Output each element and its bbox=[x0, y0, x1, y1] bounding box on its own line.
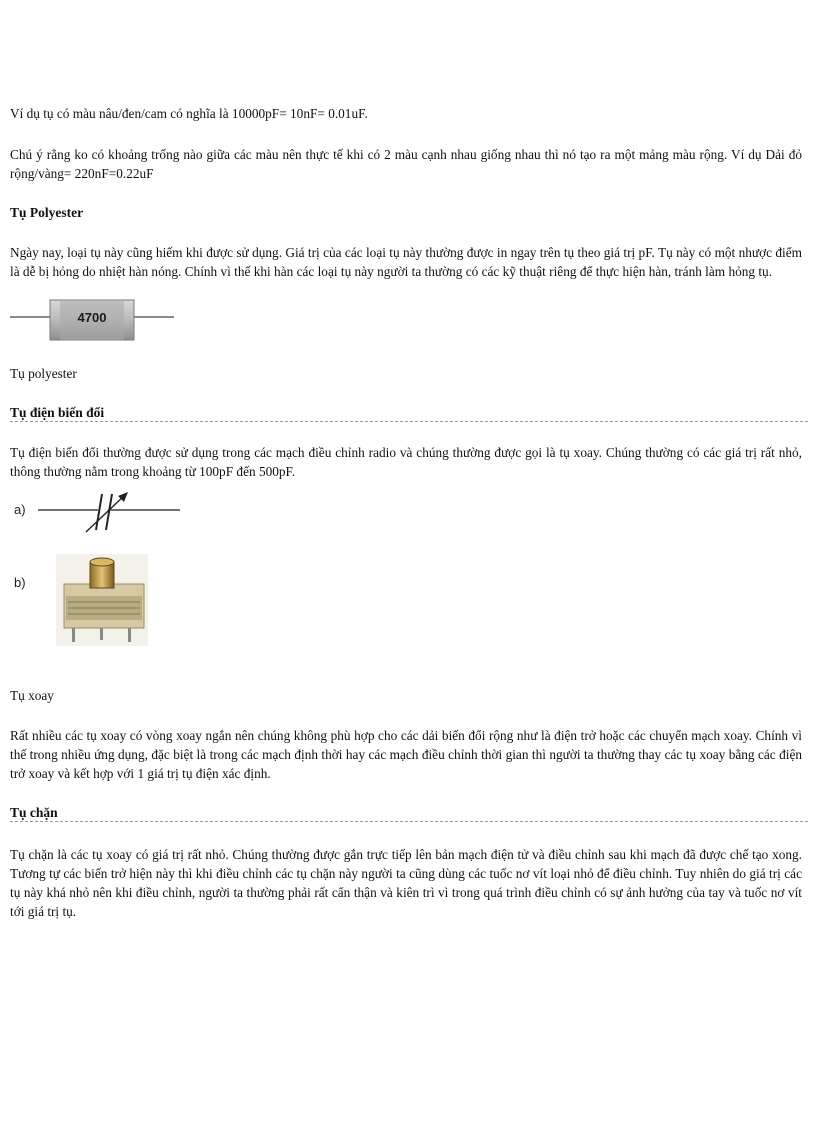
figure-label-b: b) bbox=[14, 575, 26, 590]
caption-variable: Tụ xoay bbox=[10, 688, 54, 703]
paragraph-variable-desc: Tụ điện biến đổi thường được sử dụng trong các mạch điều chỉnh radio và chúng thường được gọi là tụ xoay. Chúng thường có các giá trị rất nhỏ, thông thường nằm trong khoảng từ 100pF đến 500pF. bbox=[10, 445, 802, 479]
heading-divider bbox=[10, 421, 808, 422]
paragraph-polyester-desc: Ngày nay, loại tụ này cũng hiếm khi được sử dụng. Giá trị của các loại tụ này thường được in ngay trên tụ theo giá trị pF. Tụ này có một nhược điểm là dễ bị hỏng do nhiệt hàn nóng. Chính vì thế khi hàn các loại tụ này người ta thường có các kỹ thuật riêng để thực hiện hàn, tránh làm hỏng tụ. bbox=[10, 245, 802, 279]
capacitor-value-label: 4700 bbox=[77, 310, 107, 325]
variable-capacitor-symbol bbox=[10, 490, 190, 536]
heading-variable: Tụ điện biến đổi bbox=[10, 405, 105, 420]
variable-capacitor-photo bbox=[10, 550, 170, 650]
heading-trimmer: Tụ chặn bbox=[10, 805, 58, 820]
heading-polyester: Tụ Polyester bbox=[10, 205, 84, 220]
paragraph-trimmer-desc: Tụ chặn là các tụ xoay có giá trị rất nhỏ. Chúng thường được gắn trực tiếp lên bản mạch điện tử và điều chỉnh sau khi mạch đã được chế tạo xong. Tương tự các biến trở hiện này thì khi điều chỉnh các tụ chặn này người ta cũng dùng các tuốc nơ vít loại nhỏ để điều chỉnh. Tuy nhiên do giá trị các tụ này khá nhỏ nên khi điều chỉnh, người ta thường phải rất cẩn thận và kiên trì vì trong quá trình điều chỉnh có sự ảnh hưởng của tay và tuốc nơ vít tới giá trị tụ. bbox=[10, 847, 802, 919]
caption-polyester: Tụ polyester bbox=[10, 366, 77, 381]
polyester-capacitor-image bbox=[10, 296, 180, 342]
paragraph-note-adjacent: Chú ý rằng ko có khoảng trống nào giữa các màu nên thực tế khi có 2 màu cạnh nhau giống nhau thì nó tạo ra một mảng màu rộng. Ví dụ Dải đỏ rộng/vàng= 220nF=0.22uF bbox=[10, 147, 802, 181]
paragraph-variable-note: Rất nhiều các tụ xoay có vòng xoay ngắn nên chúng không phù hợp cho các dải biến đổi rộng như là điện trở hoặc các chuyển mạch xoay. Chính vì thế trong nhiều ứng dụng, đặc biệt là trong các mạch định thời hay các mạch điều chỉnh thời gian thì người ta thường thay các tụ xoay bằng các điện trở xoay và kết hợp với 1 giá trị tụ điện xác định. bbox=[10, 728, 802, 781]
heading-divider bbox=[10, 821, 808, 822]
paragraph-example-brown: Ví dụ tụ có màu nâu/đen/cam có nghĩa là 10000pF= 10nF= 0.01uF. bbox=[10, 106, 368, 121]
figure-label-a: a) bbox=[14, 502, 26, 517]
